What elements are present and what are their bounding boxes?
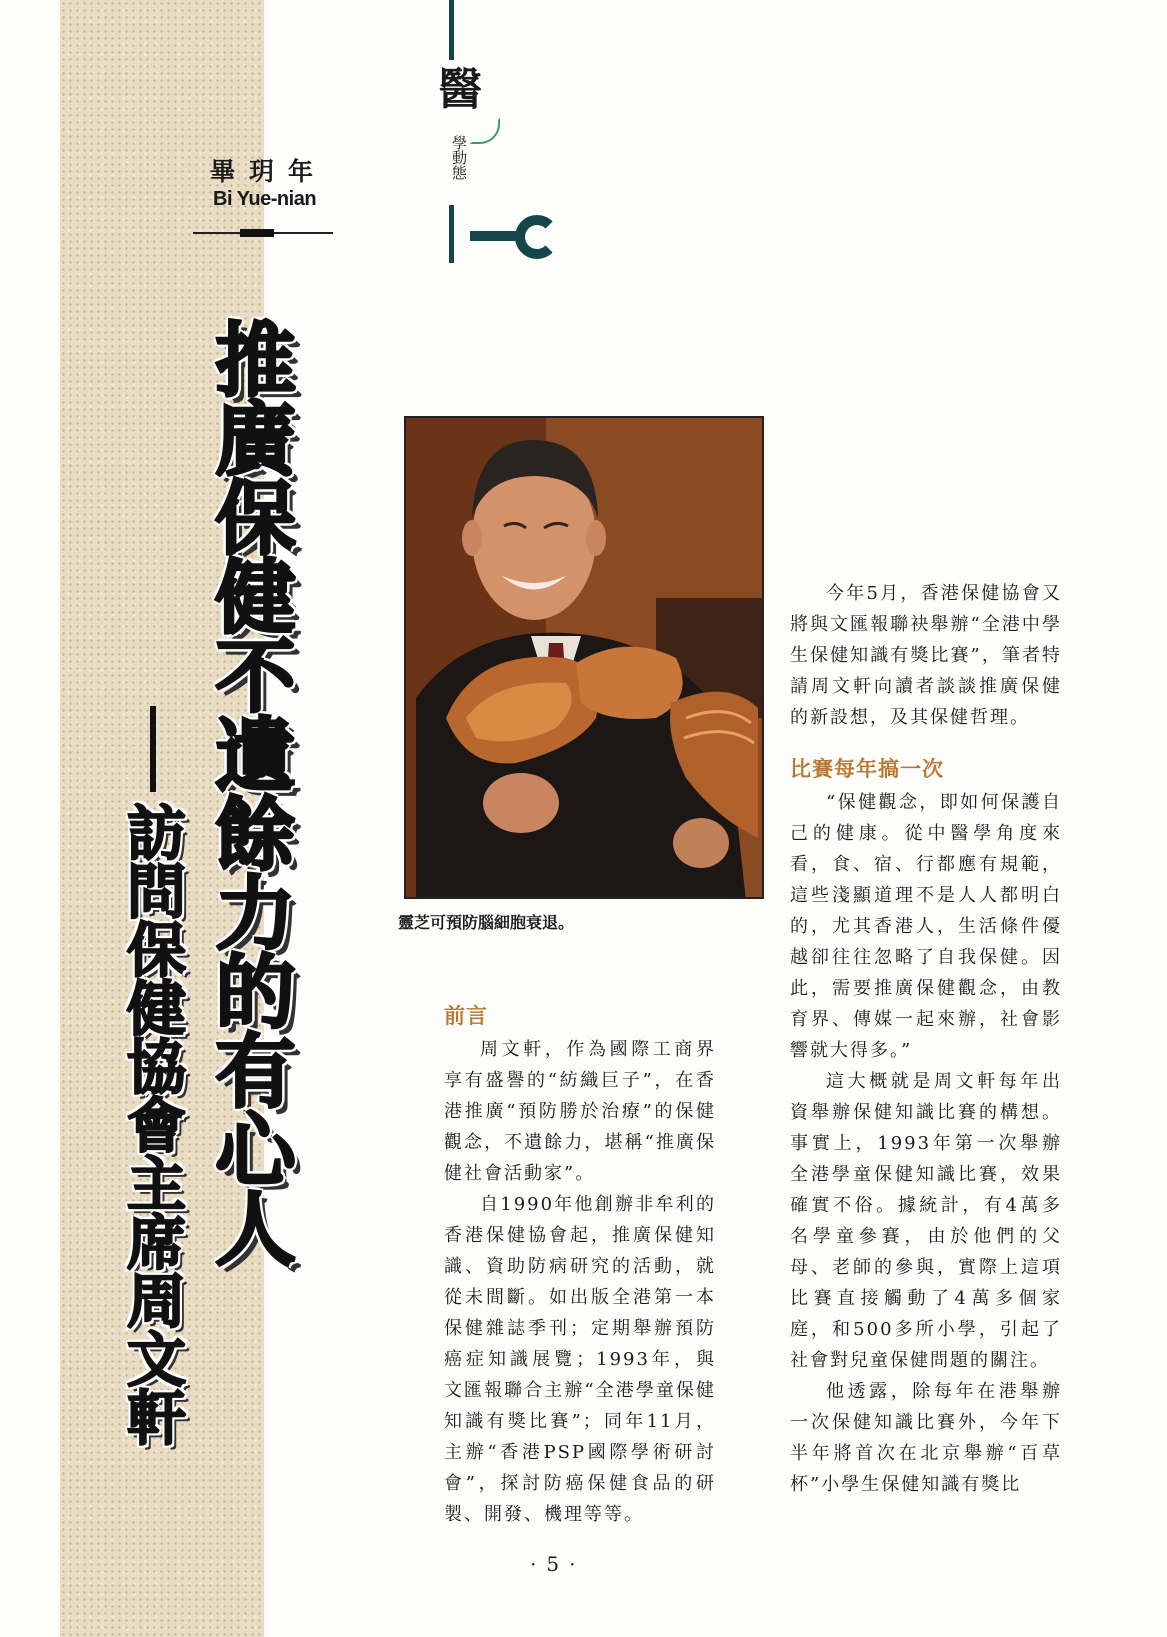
article-column-middle bbox=[444, 998, 716, 1530]
paragraph: 周文軒，作為國際工商界享有盛譽的“紡織巨子”，在香港推廣“預防勝於治療”的保健觀念，不遺餘力，堪稱“推廣保健社會活動家”。 bbox=[444, 1039, 716, 1184]
article-title: 推廣保健不遺餘力的有心人 bbox=[202, 318, 295, 1266]
paragraph: 他透露，除每年在港舉辦一次保健知識比賽外，今年下半年將首次在北京舉辦“百草杯”小學生保健知識有獎比 bbox=[790, 1381, 1062, 1495]
photo-caption: 靈芝可預防腦細胞衰退。 bbox=[398, 913, 575, 932]
paragraph: 這大概就是周文軒每年出資舉辦保健知識比賽的構想。事實上，1993年第一次舉辦全港學童保健知識比賽，效果確實不俗。據統計，有4萬多名學童參賽，由於他們的父母、老師的參與，實際上這項比賽直接觸動了4萬多個家庭，和500多所小學，引起了社會對兒童保健問題的關注。 bbox=[790, 1071, 1062, 1371]
section-logo-c-icon bbox=[515, 215, 559, 259]
section-logo-subtitle: 學動態 bbox=[450, 135, 468, 180]
article-column-right bbox=[790, 578, 1062, 1500]
paragraph: “保健觀念，即如何保護自己的健康。從中醫學角度來看，食、宿、行都應有規範，這些淺顯道理不是人人都明白的，尤其香港人，生活條件優越卻往往忽略了自我保健。因此，需要推廣保健觀念，由教育界、傳媒一起來辦，社會影響就大得多。” bbox=[790, 792, 1062, 1061]
intro-paragraph: 今年5月，香港保健協會又將與文匯報聯袂舉辦“全港中學生保健知識有獎比賽”，筆者特請周文軒向讀者談談推廣保健的新設想，及其保健哲理。 bbox=[790, 583, 1062, 728]
section-heading: 前言 bbox=[444, 1004, 488, 1028]
paragraph: 自1990年他創辦非牟利的香港保健協會起，推廣保健知識、資助防病研究的活動，就從未間斷。如出版全港第一本保健雜誌季刊；定期舉辦預防癌症知識展覽；1993年，與文匯報聯合主辦“全港學童保健知識有獎比賽”；同年11月，主辦“香港PSP國際學術研討會”，探討防癌保健食品的研製、開發、機理等等。 bbox=[444, 1194, 716, 1525]
author-name-english: Bi Yue-nian bbox=[213, 188, 317, 210]
section-logo-swoosh-icon bbox=[470, 118, 500, 144]
portrait-illustration bbox=[406, 418, 764, 899]
article-subtitle: 訪問保健協會主席周文軒 bbox=[117, 802, 186, 1446]
author-divider-mark bbox=[240, 229, 274, 237]
section-heading: 比賽每年搞一次 bbox=[790, 757, 944, 781]
author-name-chinese: 畢玥年 bbox=[210, 157, 328, 186]
section-logo-bar-bottom bbox=[449, 205, 454, 263]
page-number: ·5· bbox=[530, 1552, 586, 1576]
subtitle-dash bbox=[150, 706, 156, 792]
portrait-photo bbox=[404, 416, 764, 899]
section-logo-char: 醫 bbox=[438, 64, 482, 115]
section-logo-bar-top bbox=[449, 0, 454, 60]
